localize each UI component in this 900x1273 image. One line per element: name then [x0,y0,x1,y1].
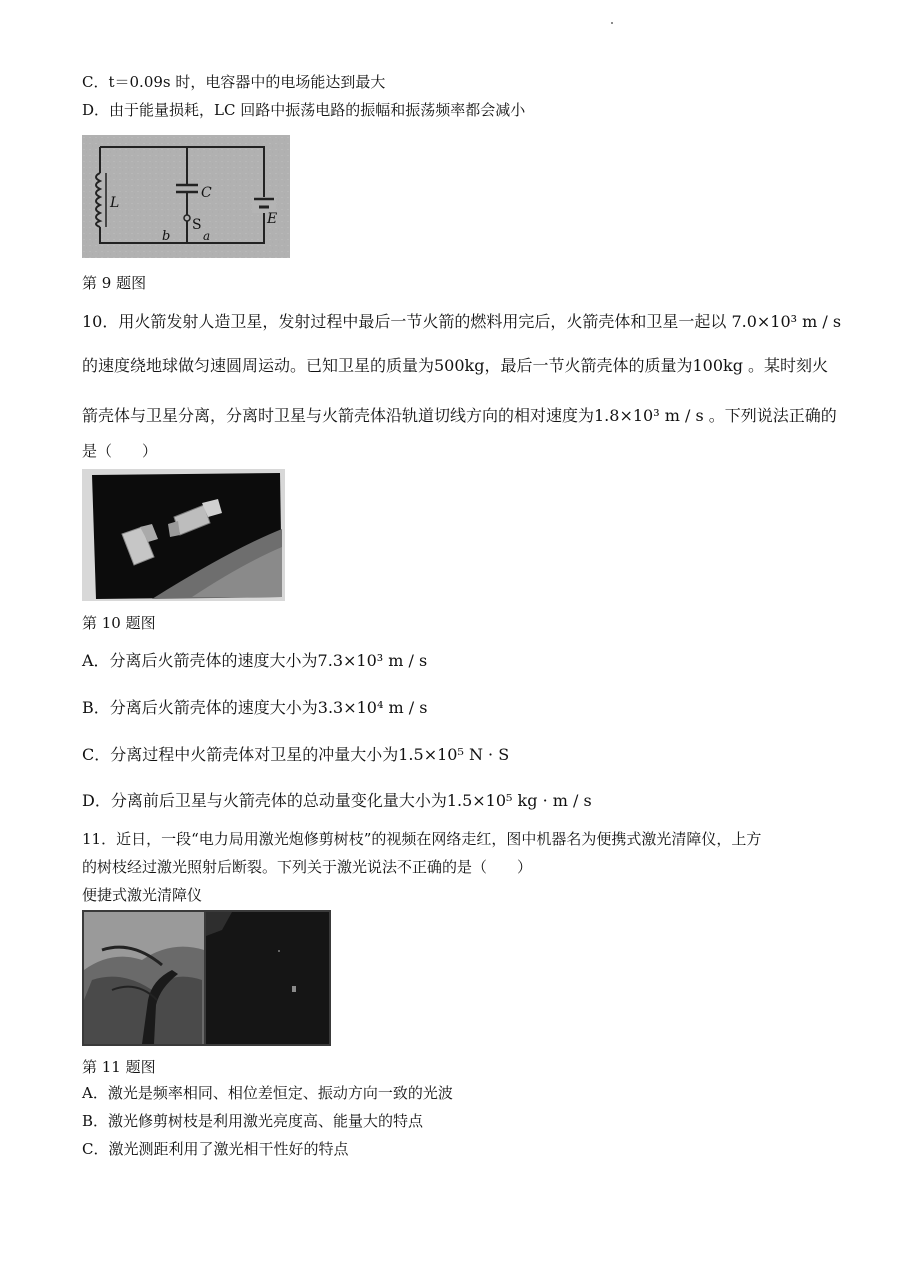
q9-caption: 第 9 题图 [82,274,147,292]
q10-option-b: B．分离后火箭壳体的速度大小为3.3×10⁴ m / s [82,698,428,717]
q11-option-c: C．激光测距利用了激光相干性好的特点 [82,1140,349,1158]
q11-figure-title: 便捷式激光清障仪 [82,886,203,904]
q11-option-b: B．激光修剪树枝是利用激光亮度高、能量大的特点 [82,1112,424,1130]
q11-stem-line1: 11．近日，一段“电力局用激光炮修剪树枝”的视频在网络走红，图中机器名为便携式激光清障仪，上方 [82,830,762,848]
q11-laser-photo [82,910,331,1046]
battery-label: E [267,211,278,227]
q10-option-d: D．分离前后卫星与火箭壳体的总动量变化量大小为1.5×10⁵ kg · m / s [82,791,592,810]
q10-option-a: A．分离后火箭壳体的速度大小为7.3×10³ m / s [82,651,428,670]
q10-option-c: C．分离过程中火箭壳体对卫星的冲量大小为1.5×10⁵ N · S [82,745,510,764]
q10-stem-line1: 10．用火箭发射人造卫星，发射过程中最后一节火箭的燃料用完后，火箭壳体和卫星一起以 7.0×10³ m / s [82,312,842,331]
q10-stem-line3: 箭壳体与卫星分离，分离时卫星与火箭壳体沿轨道切线方向的相对速度为1.8×10³ m / s 。下列说法正确的 [82,406,837,425]
q11-option-a: A．激光是频率相同、相位差恒定、振动方向一致的光波 [82,1084,453,1102]
q9-circuit-figure [82,135,290,258]
inductor-label: L [110,195,120,211]
q10-stem-line4: 是（ ） [82,442,158,460]
q9-option-c: C．t＝0.09s 时，电容器中的电场能达到最大 [82,73,386,91]
q11-stem-line2: 的树枝经过激光照射后断裂。下列关于激光说法不正确的是（ ） [82,858,533,876]
q10-satellite-photo [82,469,285,601]
scan-dot [611,22,613,24]
q10-caption: 第 10 题图 [82,614,156,632]
terminal-a-label: a [203,229,211,243]
q11-caption: 第 11 题图 [82,1058,156,1076]
q9-option-d: D．由于能量损耗，LC 回路中振荡电路的振幅和振荡频率都会减小 [82,101,526,119]
terminal-b-label: b [162,229,171,244]
capacitor-label: C [201,185,212,201]
switch-label: S [192,217,202,233]
q10-stem-line2: 的速度绕地球做匀速圆周运动。已知卫星的质量为500kg，最后一节火箭壳体的质量为100kg 。某时刻火 [82,356,829,375]
